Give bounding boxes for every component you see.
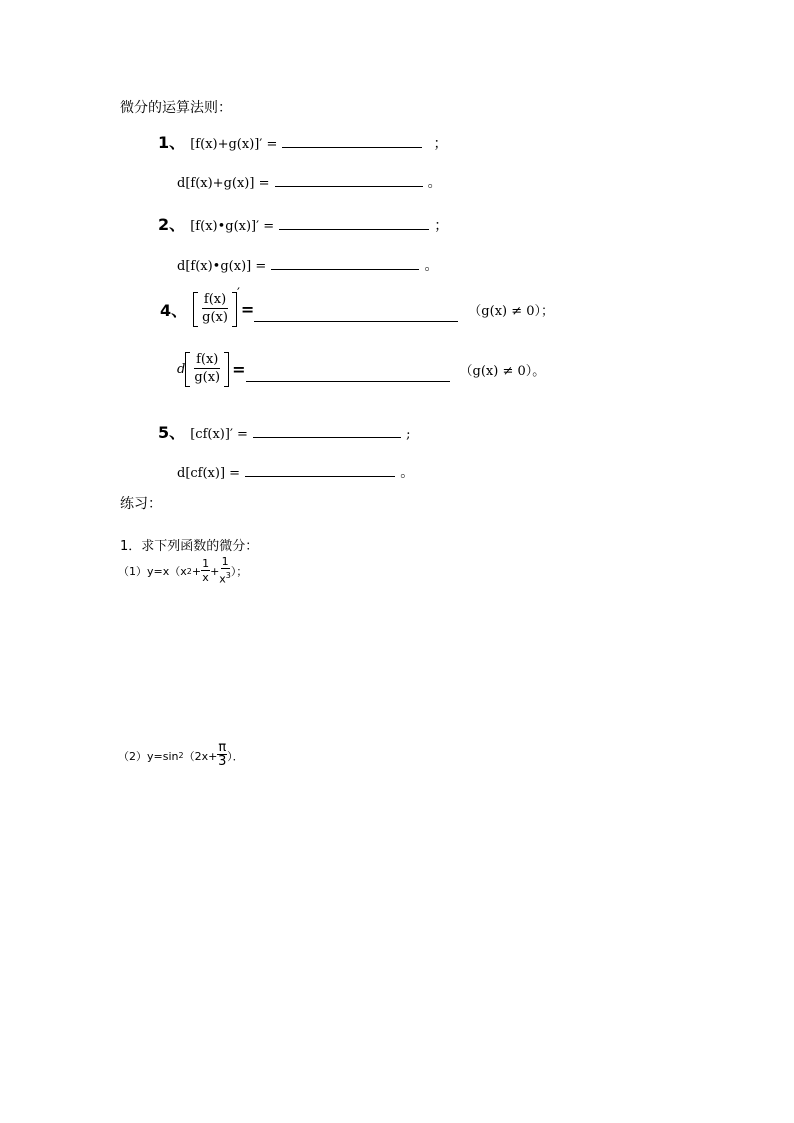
rule-5-formula: [cf(x)]′ = [190,427,248,442]
rule-4-denominator: g(x) [202,310,228,325]
rule-4-condition: （g(x) ≠ 0）； [468,304,555,319]
problem-1-f2-den-wrap [219,569,231,587]
rule-4 [160,286,555,327]
problem-2-f-num: π [218,740,227,755]
rule-1-d-formula: d[f(x)+g(x)] = [177,176,270,191]
rule-4-d-numerator: f(x) [196,352,219,367]
rule-4-d: d [177,362,186,377]
rule-5-differential [177,462,414,482]
rule-2-d-blank[interactable] [271,255,419,270]
rule-4-blank[interactable] [254,307,458,322]
rule-5-end: ; [406,427,411,442]
problem-1-plus-1: + [191,564,202,578]
problem-2-suffix: ）． [227,749,244,763]
problem-1-fraction-1 [201,558,210,585]
problem-2-f-den: 3 [218,754,227,769]
rule-4-bracket [193,292,237,327]
problem-2-fraction [217,742,227,769]
rule-4-fraction [200,292,230,327]
rule-4-number: 4、 [160,301,188,320]
heading: 微分的运算法则： [120,100,232,116]
rule-4-d-equals: = [232,360,246,379]
rule-2-d-formula: d[f(x)•g(x)] = [177,259,267,274]
rule-4-numerator: f(x) [203,292,227,307]
problem-2-sup: 2 [178,751,184,760]
rule-1-blank[interactable] [282,133,422,148]
rule-4-differential [177,352,545,387]
rule-4-prime: ′ [236,286,240,301]
problem-1 [118,556,247,587]
problem-1-f2-den: x [219,572,226,586]
problem-1-f1-num: 1 [202,556,210,570]
rule-1-d-blank[interactable] [275,172,423,187]
rule-1 [158,130,448,153]
rule-2-d-end: 。 [424,258,439,274]
rule-2-number: 2、 [158,215,186,234]
rule-5-d-blank[interactable] [245,462,395,477]
rule-4-d-bracket [185,352,229,387]
problem-1-f2-num: 1 [221,555,229,568]
problem-1-f1-den: x [202,570,209,584]
practice-question-1: 1．求下列函数的微分： [120,539,259,554]
rule-5-blank[interactable] [253,423,401,438]
rule-5 [158,420,411,443]
problem-1-f2-sup: 3 [225,571,231,580]
rule-5-d-formula: d[cf(x)] = [177,466,241,481]
problem-2 [118,742,244,769]
problem-1-plus-2: + [210,564,220,578]
problem-1-suffix: ）； [230,565,248,579]
rule-1-differential [177,172,442,192]
rule-4-d-condition: （g(x) ≠ 0）。 [459,364,546,379]
rule-5-number: 5、 [158,423,186,442]
rule-1-end: ； [433,136,448,152]
problem-1-sup: 2 [186,566,192,576]
rule-4-equals: = [240,300,255,319]
rule-2-end: ； [434,218,449,234]
rule-1-formula: [f(x)+g(x)]′ = [190,137,278,152]
problem-2-mid: （2x+ [183,749,218,763]
rule-4-d-blank[interactable] [246,367,450,382]
rule-5-d-end: 。 [400,465,415,481]
problem-1-fraction-2 [219,556,231,587]
rule-4-d-denominator: g(x) [194,370,221,385]
problem-1-prefix: （1）y=x（x [118,565,187,579]
rule-2-blank[interactable] [279,215,429,230]
rule-1-number: 1、 [158,133,186,152]
practice-title: 练习： [120,496,162,512]
rule-1-d-end: 。 [427,175,442,191]
rule-2-formula: [f(x)•g(x)]′ = [190,219,275,234]
rule-2-differential [177,255,438,275]
rule-2 [158,212,448,235]
rule-4-d-fraction [192,352,222,387]
problem-2-prefix: （2）y=sin [118,749,179,763]
